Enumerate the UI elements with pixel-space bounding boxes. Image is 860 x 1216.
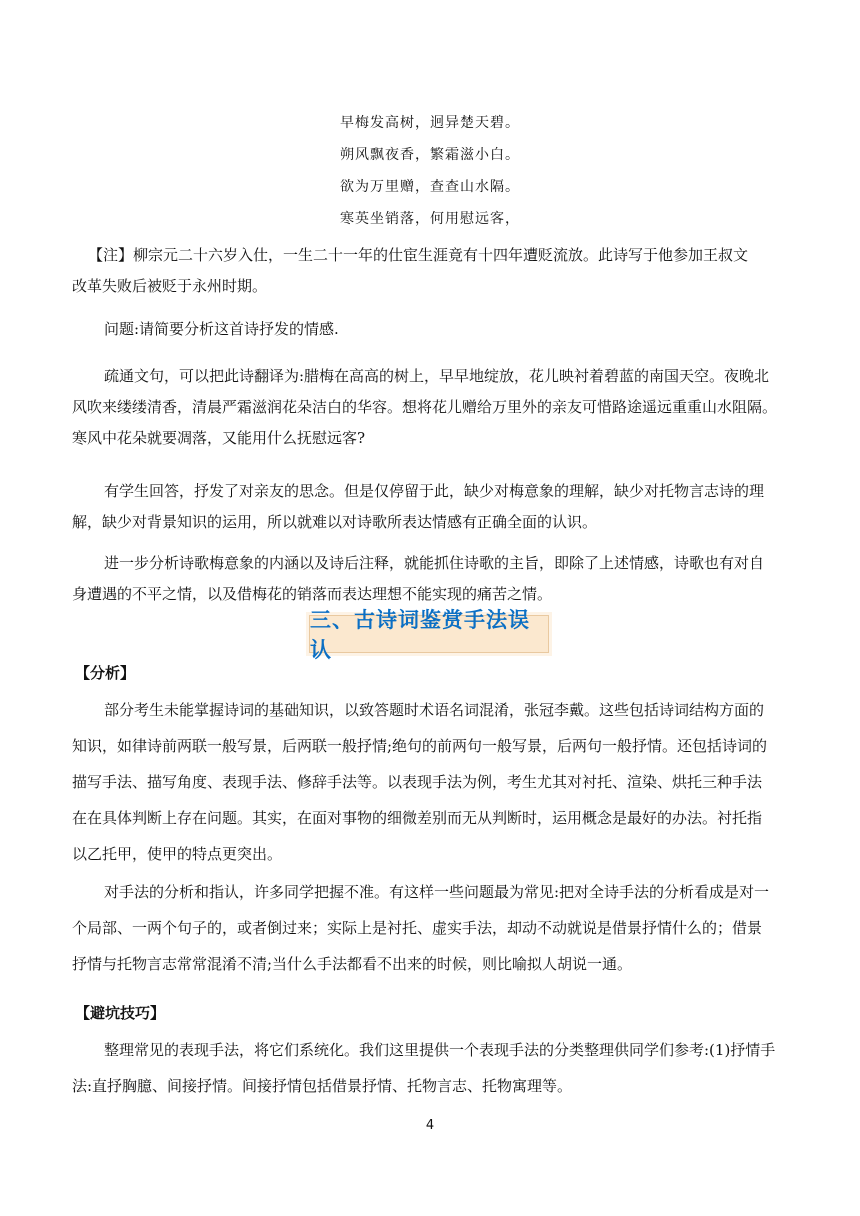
poem-line: 朔风飘夜香，繁霜滋小白。 (340, 147, 520, 163)
para-line: 寒风中花朵就要凋落，又能用什么抚慰远客? (72, 429, 366, 447)
para-line: 法:直抒胸臆、间接抒情。间接抒情包括借景抒情、托物言志、托物寓理等。 (72, 1077, 573, 1095)
para-line: 身遭遇的不平之情，以及借梅花的销落而表达理想不能实现的痛苦之情。 (72, 585, 553, 603)
poem-line: 欲为万里赠，查查山水隔。 (340, 179, 520, 195)
question-text: 问题:请简要分析这首诗抒发的情感. (104, 320, 339, 338)
para-line: 风吹来缕缕清香，清晨严霜滋润花朵洁白的华容。想将花儿赠给万里外的亲友可惜路途遥远重重山水阻隔。 (72, 398, 778, 416)
para-line: 知识，如律诗前两联一般写景，后两联一般抒情;绝句的前两句一般写景，后两句一般抒情。还包括诗词的 (72, 737, 768, 755)
technique-paragraph (72, 874, 786, 982)
para-line: 解，缺少对背景知识的运用，所以就难以对诗歌所表达情感有正确全面的认识。 (72, 513, 598, 531)
translation-paragraph (72, 361, 786, 454)
para-line: 以乙托甲，使甲的特点更突出。 (72, 845, 283, 863)
section-heading-box (309, 608, 549, 662)
poem-note (72, 240, 788, 302)
para-line: 疏通文句，可以把此诗翻译为:腊梅在高高的树上，早早地绽放，花儿映衬着碧蓝的南国天空。夜晚北 (104, 367, 770, 385)
page-number: 4 (425, 1118, 435, 1133)
note-line: 【注】柳宗元二十六岁入仕，一生二十一年的仕宦生涯竟有十四年遭贬流放。此诗写于他参加王叔文 (88, 246, 749, 264)
para-line: 描写手法、描写角度、表现手法、修辞手法等。以表现手法为例，考生尤其对衬托、渲染、烘托三种手法 (72, 773, 763, 791)
para-line: 在在具体判断上存在问题。其实，在面对事物的细微差别而无从判断时，运用概念是最好的办法。衬托指 (72, 809, 763, 827)
para-line: 个局部、一两个句子的，或者倒过来；实际上是衬托、虚实手法，却动不动就说是借景抒情什么的；借景 (72, 919, 763, 937)
poem-line: 早梅发高树，迥异楚天碧。 (340, 115, 520, 131)
analysis-label: 【分析】 (75, 664, 136, 682)
analysis-paragraph (72, 692, 786, 872)
tips-label: 【避坑技巧】 (75, 1004, 166, 1022)
student-answer-paragraph (72, 476, 786, 538)
further-analysis-paragraph (72, 548, 786, 610)
para-line: 部分考生未能掌握诗词的基础知识，以致答题时术语名词混淆，张冠李戴。这些包括诗词结构方面的 (104, 701, 765, 719)
para-line: 抒情与托物言志常常混淆不清;当什么手法都看不出来的时候，则比喻拟人胡说一通。 (72, 955, 633, 973)
para-line: 进一步分析诗歌梅意象的内涵以及诗后注释，就能抓住诗歌的主旨，即除了上述情感，诗歌也有对自 (104, 554, 765, 572)
para-line: 整理常见的表现手法，将它们系统化。我们这里提供一个表现手法的分类整理供同学们参考:(1)抒情手 (104, 1041, 776, 1059)
para-line: 有学生回答，抒发了对亲友的思念。但是仅停留于此，缺少对梅意象的理解，缺少对托物言志诗的理 (104, 482, 765, 500)
note-line: 改革失败后被贬于永州时期。 (72, 277, 268, 295)
section-heading: 三、古诗词鉴赏手法误认 (310, 608, 530, 662)
tips-paragraph (72, 1032, 786, 1104)
para-line: 对手法的分析和指认，许多同学把握不准。有这样一些问题最为常见:把对全诗手法的分析看成是对一 (104, 883, 770, 901)
poem-line: 寒英坐销落，何用慰远客， (340, 211, 520, 227)
